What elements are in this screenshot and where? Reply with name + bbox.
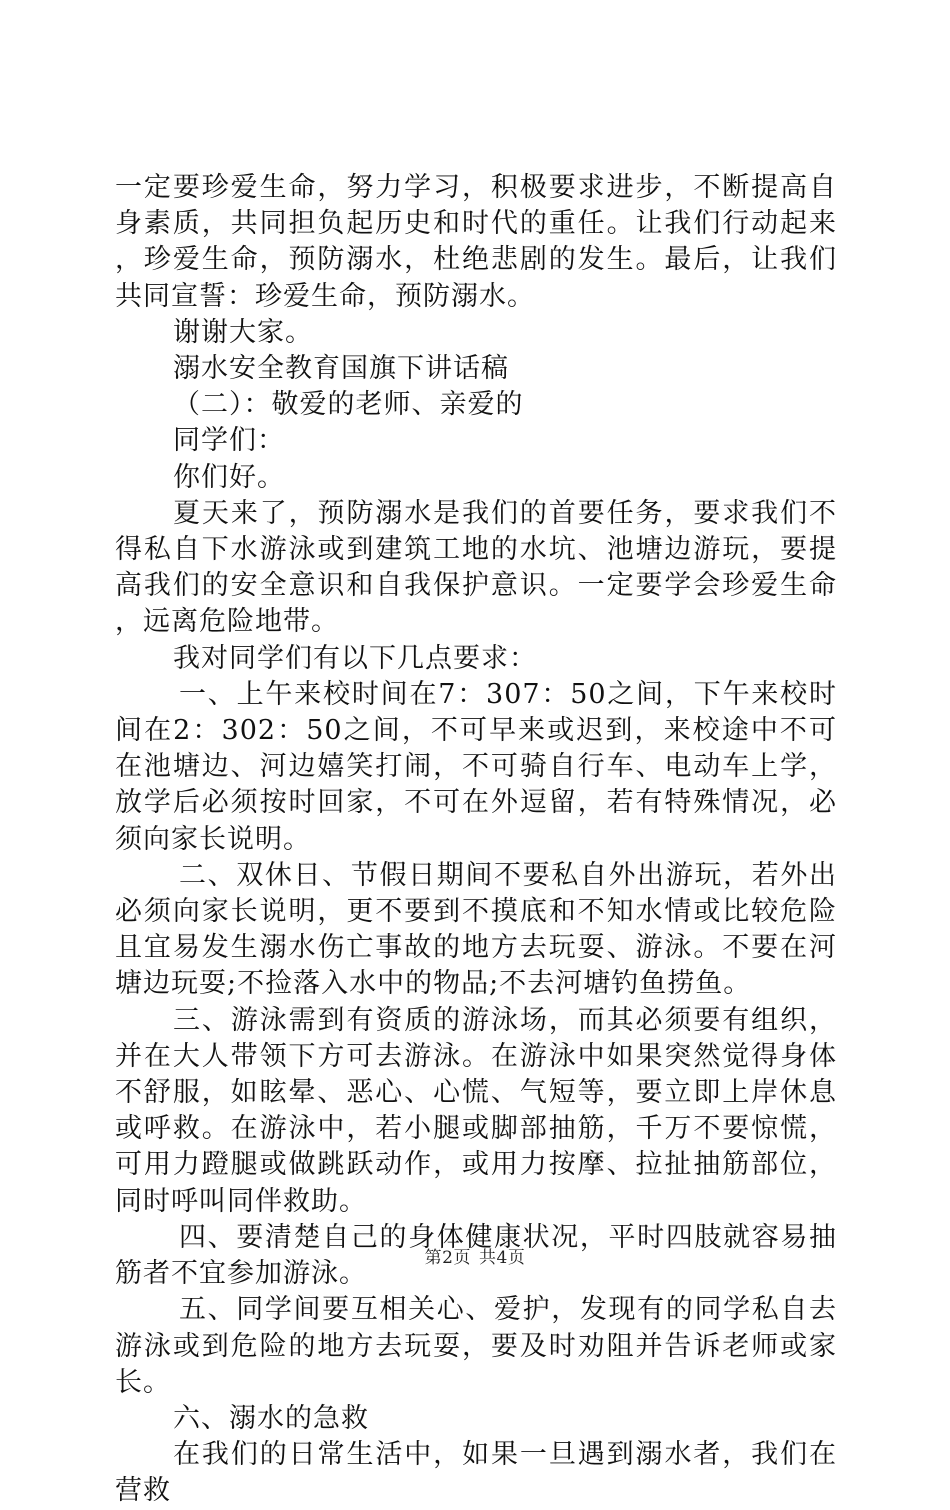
paragraph-salutation: 同学们： <box>173 425 285 457</box>
paragraph-summer-intro: 夏天来了，预防溺水是我们的首要任务，要求我们不得私自下水游泳或到建筑工地的水坑、池塘边游玩，要提高我们的安全意识和自我保护意识。一定要学会珍爱生命，远离危险地带。 <box>115 497 837 638</box>
paragraph-greeting: 你们好。 <box>173 461 285 493</box>
paragraph-rule-one: 一、上午来校时间在7：307：50之间，下午来校时间在2：302：50之间，不可早来或迟到，来校途中不可在池塘边、河边嬉笑打闹，不可骑自行车、电动车上学，放学后必须按时回家，不可在外逗留，若有特殊情况，必须向家长说明。 <box>115 678 837 855</box>
paragraph-section-two: （二）：敬爱的老师、亲爱的 <box>173 389 524 421</box>
page-total: 共4页 <box>479 1248 526 1268</box>
paragraph-rescue-intro: 在我们的日常生活中，如果一旦遇到溺水者，我们在营救 <box>115 1439 837 1507</box>
paragraph-continuation: 一定要珍爱生命，努力学习，积极要求进步，不断提高自身素质，共同担负起历史和时代的重任。让我们行动起来，珍爱生命，预防溺水，杜绝悲剧的发生。最后，让我们共同宣誓：珍爱生命，预防溺水。 <box>115 172 837 312</box>
paragraph-thanks: 谢谢大家。 <box>173 316 313 348</box>
paragraph-rule-five: 五、同学间要互相关心、爱护，发现有的同学私自去游泳或到危险的地方去玩耍，要及时劝阻并告诉老师或家长。 <box>115 1294 837 1398</box>
page-footer <box>0 1243 950 1268</box>
paragraph-rule-six: 六、溺水的急救 <box>173 1402 369 1434</box>
document-body <box>115 170 837 1510</box>
paragraph-speech-title: 溺水安全教育国旗下讲话稿 <box>173 353 509 385</box>
paragraph-rule-four: 四、要清楚自己的身体健康状况，平时四肢就容易抽筋者不宜参加游泳。 <box>115 1221 837 1290</box>
page-number: 第2页 <box>424 1248 471 1268</box>
paragraph-requirements-intro: 我对同学们有以下几点要求： <box>173 642 537 674</box>
paragraph-rule-two: 二、双休日、节假日期间不要私自外出游玩，若外出必须向家长说明，更不要到不摸底和不知水情或比较危险且宜易发生溺水伤亡事故的地方去玩耍、游泳。不要在河塘边玩耍;不捡落入水中的物品;不去河塘钓鱼捞鱼。 <box>115 859 837 1000</box>
paragraph-rule-three: 三、游泳需到有资质的游泳场，而其必须要有组织，并在大人带领下方可去游泳。在游泳中如果突然觉得身体不舒服，如眩晕、恶心、心慌、气短等，要立即上岸休息或呼救。在游泳中，若小腿或脚部抽筋，千万不要惊慌，可用力蹬腿或做跳跃动作，或用力按摩、拉扯抽筋部位，同时呼叫同伴救助。 <box>115 1004 837 1217</box>
